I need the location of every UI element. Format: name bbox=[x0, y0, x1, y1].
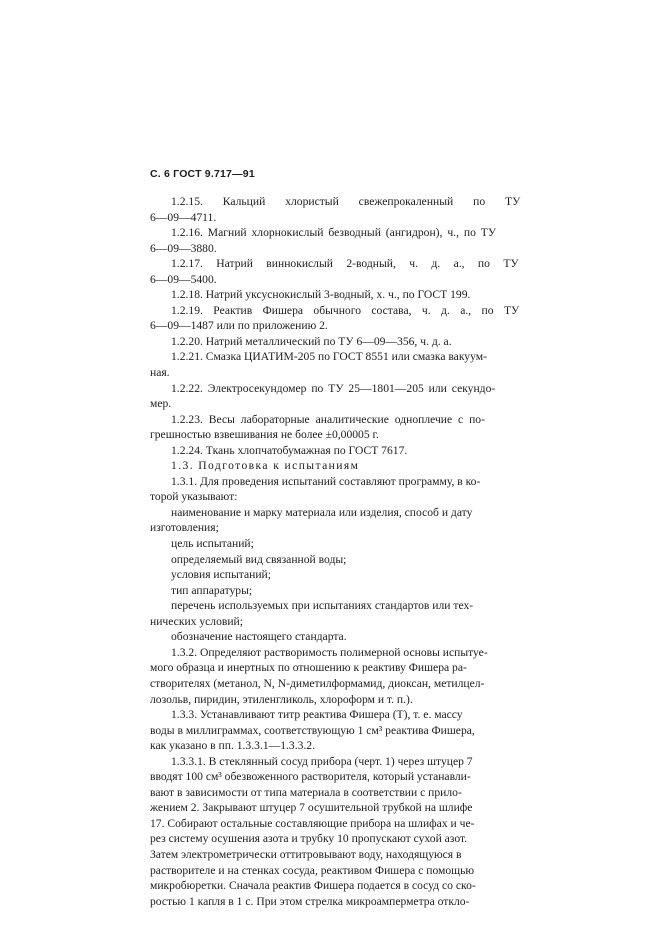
page-header: С. 6 ГОСТ 9.717—91 bbox=[150, 168, 255, 180]
list-item-standards-cont: нических условий; bbox=[150, 614, 243, 628]
paragraph-1-3-1-line-1: 1.3.1. Для проведения испытаний составляют программу, в ко- bbox=[171, 474, 481, 488]
paragraph-1-3-2-line-1: 1.3.2. Определяют растворимость полимерной основы испытуе- bbox=[171, 645, 488, 659]
paragraph-1-3-2-line-2: мого образца и инертных по отношению к реактиву Фишера ра- bbox=[150, 661, 467, 675]
paragraph-1-3-3-line-1: 1.3.3. Устанавливают титр реактива Фишера (Т), т. е. массу bbox=[171, 708, 463, 722]
paragraph-1-2-19-line-1: 1.2.19. Реактив Фишера обычного состава, ч. д. а., по ТУ bbox=[171, 303, 520, 317]
paragraph-1-2-15-line-2: 6—09—4711. bbox=[150, 210, 217, 224]
paragraph-1-2-22-line-2: мер. bbox=[150, 397, 172, 411]
paragraph-1-3-3-1-line-10: ростью 1 капля в 1 с. При этом стрелка микроамперметра откло- bbox=[150, 894, 470, 908]
paragraph-1-3-3-1-line-7: Затем электрометрически оттитровывают воду, находящуюся в bbox=[150, 847, 462, 861]
paragraph-1-3-3-1-line-8: растворителе и на стенках сосуда, реактивом Фишера с помощью bbox=[150, 863, 475, 877]
document-body bbox=[150, 194, 521, 909]
paragraph-1-2-16-line-1: 1.2.16. Магний хлорнокислый безводный (ангидрон), ч., по ТУ bbox=[171, 226, 497, 240]
list-item-material: наименование и марку материала или изделия, способ и дату bbox=[171, 505, 473, 519]
paragraph-1-2-24: 1.2.24. Ткань хлопчатобумажная по ГОСТ 7617. bbox=[171, 443, 408, 457]
paragraph-1-2-20: 1.2.20. Натрий металлический по ТУ 6—09—356, ч. д. а. bbox=[171, 334, 452, 348]
paragraph-1-3-3-1-line-6: рез систему осушения азота и трубку 10 пропускают сухой азот. bbox=[150, 832, 468, 846]
text-line: 1.2.15. Кальций хлористый свежепрокаленный по ТУ bbox=[171, 195, 521, 208]
paragraph-1-2-23-line-2: грешностью взвешивания не более ±0,00005 г. bbox=[150, 428, 379, 442]
list-item-standards: перечень используемых при испытаниях стандартов или тех- bbox=[171, 599, 474, 613]
section-heading-1-3: 1.3. Подготовка к испытаниям bbox=[171, 459, 360, 473]
list-item-conditions: условия испытаний; bbox=[171, 568, 271, 582]
paragraph-1-2-22-line-1: 1.2.22. Электросекундомер по ТУ 25—1801—205 или секундо- bbox=[171, 381, 496, 395]
paragraph-1-2-21-line-1: 1.2.21. Смазка ЦИАТИМ-205 по ГОСТ 8551 или смазка вакуум- bbox=[171, 350, 487, 364]
paragraph-1-3-2-line-3: створителях (метанол, N, N-диметилформамид, диоксан, метилцел- bbox=[150, 676, 485, 690]
paragraph-1-3-3-1-line-9: микробюретки. Сначала реактив Фишера подается в сосуд со ско- bbox=[150, 879, 476, 893]
paragraph-1-2-23-line-1: 1.2.23. Весы лабораторные аналитические одноплечие с по- bbox=[171, 412, 485, 426]
paragraph-1-3-3-1-line-5: 17. Собирают остальные составляющие прибора на шлифах и че- bbox=[150, 816, 475, 830]
paragraph-1-2-21-line-2: ная. bbox=[150, 366, 170, 380]
paragraph-1-2-17-line-1: 1.2.17. Натрий виннокислый 2-водный, ч. д. а., по ТУ bbox=[171, 257, 519, 271]
list-item-material-cont: изготовления; bbox=[150, 521, 219, 535]
paragraph-1-3-3-1-line-1: 1.3.3.1. В стеклянный сосуд прибора (черт. 1) через штуцер 7 bbox=[171, 754, 473, 768]
list-item-water-type: определяемый вид связанной воды; bbox=[171, 552, 347, 566]
paragraph-1-3-3-1-line-2: вводят 100 см³ обезвоженного растворителя, который устанавли- bbox=[150, 770, 471, 784]
paragraph-1-2-19-line-2: 6—09—1487 или по приложению 2. bbox=[150, 319, 328, 333]
paragraph-1-2-15-line-1 bbox=[150, 194, 521, 210]
list-item-designation: обозначение настоящего стандарта. bbox=[171, 630, 347, 644]
paragraph-1-3-3-line-2: воды в миллиграммах, соответствующую 1 см³ реактива Фишера, bbox=[150, 723, 475, 737]
paragraph-1-3-3-1-line-3: вают в зависимости от типа материала в соответствии с прило- bbox=[150, 785, 462, 799]
paragraph-1-2-16-line-2: 6—09—3880. bbox=[150, 241, 217, 255]
paragraph-1-3-3-line-3: как указано в пп. 1.3.3.1—1.3.3.2. bbox=[150, 739, 315, 753]
paragraph-1-3-3-1-line-4: жением 2. Закрывают штуцер 7 осушительной трубкой на шлифе bbox=[150, 801, 473, 815]
paragraph-1-2-17-line-2: 6—09—5400. bbox=[150, 272, 217, 286]
list-item-purpose: цель испытаний; bbox=[171, 537, 254, 551]
paragraph-1-3-2-line-4: лозольв, пиридин, этиленгликоль, хлороформ и т. п.). bbox=[150, 692, 413, 706]
list-item-apparatus: тип аппаратуры; bbox=[171, 583, 253, 597]
paragraph-1-3-1-line-2: торой указывают: bbox=[150, 490, 238, 504]
paragraph-1-2-18: 1.2.18. Натрий уксуснокислый 3-водный, х. ч., по ГОСТ 199. bbox=[171, 288, 471, 302]
